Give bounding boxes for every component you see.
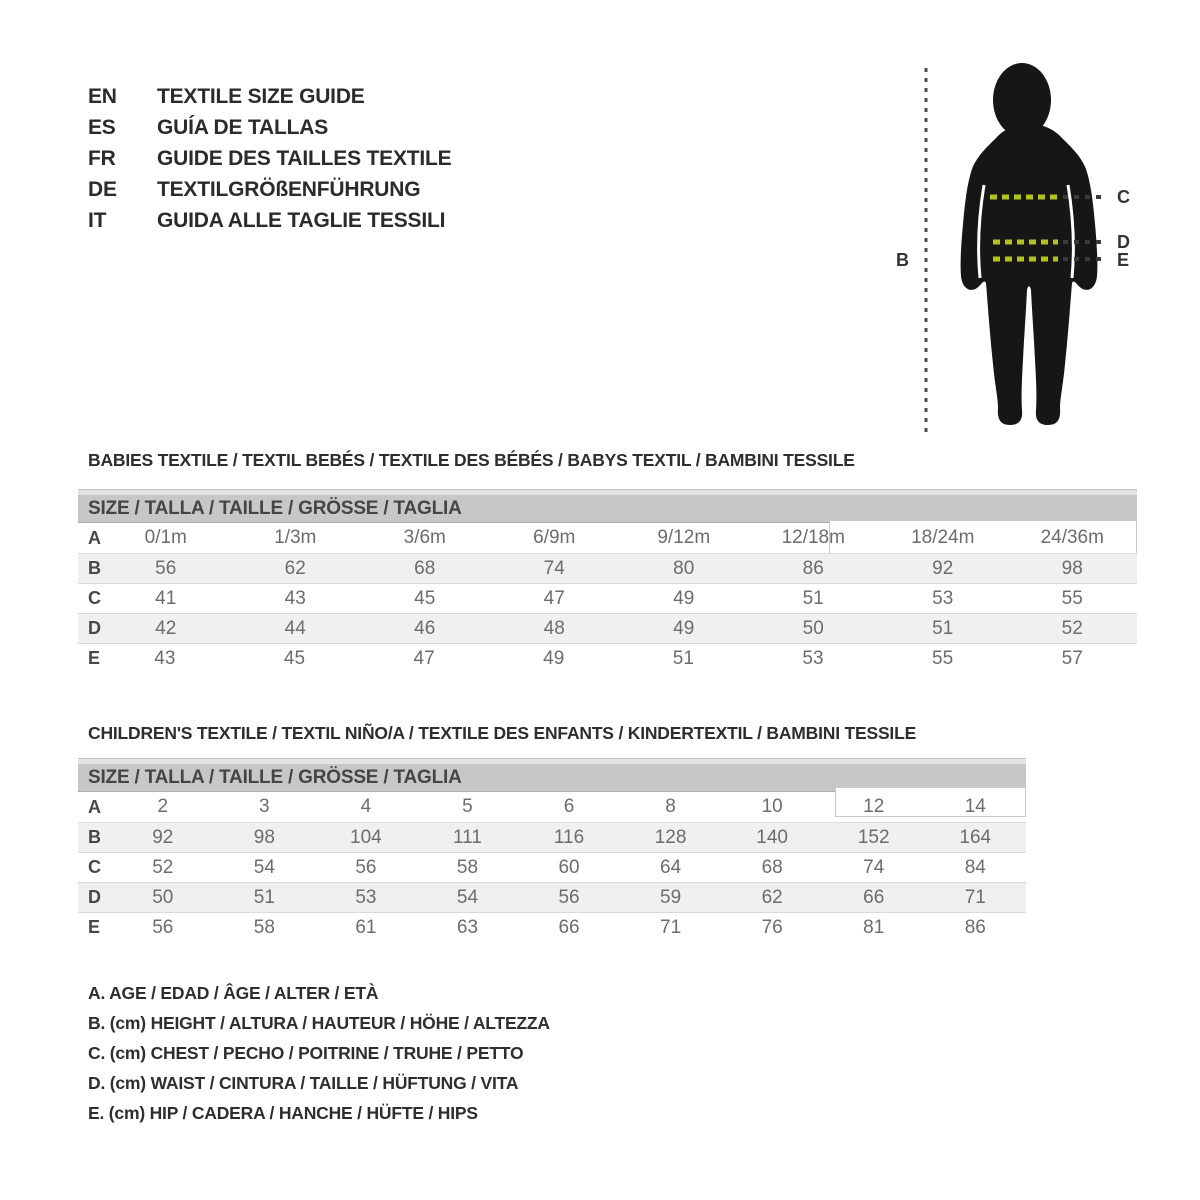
table-cell: 56 <box>558 886 580 908</box>
table-cell: 128 <box>654 826 687 848</box>
table-cell: 42 <box>155 617 177 639</box>
guide-title: GUIDA ALLE TAGLIE TESSILI <box>157 208 446 232</box>
table-cell: 64 <box>660 856 682 878</box>
legend-chest: C. (cm) CHEST / PECHO / POITRINE / TRUHE / PETTO <box>88 1043 524 1063</box>
table-cell: 45 <box>414 587 436 609</box>
row-label: A <box>88 796 101 817</box>
row-label: D <box>88 887 101 907</box>
guide-title: GUIDE DES TAILLES TEXTILE <box>157 146 452 170</box>
table-cell: 104 <box>350 826 382 848</box>
children-section-title: CHILDREN'S TEXTILE / TEXTIL NIÑO/A / TEXTILE DES ENFANTS / KINDERTEXTIL / BAMBINI TESSILE <box>88 723 917 743</box>
table-cell: 24/36m <box>1040 527 1104 548</box>
table-cell: 56 <box>355 856 377 878</box>
table-row-chest <box>78 852 1026 882</box>
table-cell: 152 <box>857 826 890 848</box>
table-cell: 116 <box>553 826 585 848</box>
table-cell: 92 <box>152 826 174 848</box>
table-cell: 74 <box>863 856 885 878</box>
table-cell: 68 <box>761 856 783 878</box>
table-cell: 55 <box>1061 587 1083 609</box>
table-cell: 56 <box>155 557 177 579</box>
children-size-table <box>78 758 1026 942</box>
table-cell: 54 <box>456 886 479 908</box>
table-cell: 62 <box>284 557 306 579</box>
table-cell: 45 <box>283 647 306 669</box>
table-cell: 66 <box>558 916 580 938</box>
row-label: B <box>88 558 101 578</box>
language-code: EN <box>88 84 117 108</box>
table-cell: 6 <box>563 796 575 817</box>
table-row-waist <box>78 613 1137 643</box>
language-code: IT <box>88 208 107 232</box>
table-cell: 81 <box>863 916 885 938</box>
table-row-hip <box>78 643 1137 673</box>
table-cell: 57 <box>1061 647 1083 669</box>
table-cell: 74 <box>543 557 565 579</box>
table-cell: 111 <box>453 826 482 848</box>
language-row-de <box>88 174 451 205</box>
language-code: DE <box>88 177 117 201</box>
table-cell: 54 <box>253 856 275 878</box>
table-cell: 8 <box>665 796 676 817</box>
table-cell: 58 <box>253 916 275 938</box>
table-cell: 92 <box>932 557 954 579</box>
table-row-age <box>78 792 1026 822</box>
table-cell: 10 <box>761 796 783 817</box>
legend-age: A. AGE / EDAD / ÂGE / ALTER / ETÀ <box>88 983 379 1003</box>
size-header: SIZE / TALLA / TAILLE / GRÖSSE / TAGLIA <box>78 764 1026 792</box>
table-cell: 48 <box>543 617 565 639</box>
table-cell: 62 <box>761 886 783 908</box>
table-row-age <box>78 523 1137 553</box>
table-cell: 86 <box>964 916 986 938</box>
table-cell: 50 <box>802 617 824 639</box>
hip-label: E <box>1117 250 1130 270</box>
height-label: B <box>896 250 909 270</box>
table-row-waist <box>78 882 1026 912</box>
table-cell: 1/3m <box>274 527 317 548</box>
table-cell: 18/24m <box>911 527 975 548</box>
table-cell: 12/18m <box>781 527 845 548</box>
table-cell: 5 <box>462 796 473 817</box>
row-label: B <box>88 827 101 847</box>
table-cell: 68 <box>414 557 436 579</box>
table-cell: 86 <box>802 557 824 579</box>
table-cell: 52 <box>1061 617 1083 639</box>
language-code: FR <box>88 146 116 170</box>
row-label: E <box>88 917 101 937</box>
table-row-height <box>78 553 1137 583</box>
babies-section-title: BABIES TEXTILE / TEXTIL BEBÉS / TEXTILE DES BÉBÉS / BABYS TEXTIL / BAMBINI TESSILE <box>88 450 855 470</box>
language-row-fr <box>88 143 451 174</box>
table-row-hip <box>78 912 1026 942</box>
table-cell: 47 <box>413 647 435 669</box>
table-cell: 12 <box>863 796 885 817</box>
row-label: A <box>88 527 101 548</box>
table-cell: 41 <box>155 587 177 609</box>
row-label: C <box>88 588 101 608</box>
table-cell: 49 <box>543 647 565 669</box>
table-cell: 6/9m <box>533 527 576 548</box>
table-cell: 43 <box>154 647 176 669</box>
table-cell: 43 <box>284 587 306 609</box>
table-cell: 140 <box>756 826 788 848</box>
child-silhouette-diagram <box>895 50 1145 440</box>
table-cell: 98 <box>1061 557 1083 579</box>
waist-label: D <box>1117 232 1130 252</box>
babies-size-table <box>78 489 1137 673</box>
table-cell: 76 <box>761 916 783 938</box>
table-cell: 53 <box>802 647 824 669</box>
table-cell: 14 <box>964 796 986 817</box>
legend-hip: E. (cm) HIP / CADERA / HANCHE / HÜFTE / HIPS <box>88 1103 478 1123</box>
table-cell: 84 <box>964 856 986 878</box>
table-cell: 60 <box>558 856 580 878</box>
table-cell: 51 <box>802 587 824 609</box>
table-cell: 51 <box>932 617 954 639</box>
table-cell: 71 <box>660 916 682 938</box>
table-cell: 51 <box>253 886 275 908</box>
measurement-figure <box>895 50 1145 440</box>
language-row-es <box>88 112 451 143</box>
guide-title: TEXTILE SIZE GUIDE <box>157 84 365 108</box>
chest-label: C <box>1117 187 1130 207</box>
table-cell: 55 <box>932 647 954 669</box>
table-cell: 2 <box>157 796 169 817</box>
table-cell: 58 <box>456 856 479 878</box>
table-cell: 61 <box>355 916 377 938</box>
table-cell: 3/6m <box>403 527 446 548</box>
language-row-en <box>88 81 451 112</box>
table-cell: 49 <box>673 587 695 609</box>
table-cell: 164 <box>959 826 992 848</box>
table-cell: 9/12m <box>657 527 711 548</box>
row-label: E <box>88 648 101 668</box>
language-row-it <box>88 205 451 236</box>
table-cell: 4 <box>360 796 372 817</box>
language-title-list <box>88 81 451 236</box>
table-cell: 71 <box>964 886 986 908</box>
table-cell: 63 <box>456 916 479 938</box>
table-cell: 66 <box>863 886 885 908</box>
table-cell: 47 <box>543 587 565 609</box>
row-label: D <box>88 618 101 638</box>
table-cell: 49 <box>673 617 695 639</box>
measurement-legend <box>88 978 550 1128</box>
table-cell: 52 <box>152 856 174 878</box>
table-cell: 98 <box>253 826 275 848</box>
table-cell: 51 <box>672 647 694 669</box>
table-cell: 3 <box>259 796 270 817</box>
table-cell: 0/1m <box>144 527 187 548</box>
guide-title: TEXTILGRÖßENFÜHRUNG <box>157 177 421 201</box>
table-row-height <box>78 822 1026 852</box>
table-cell: 56 <box>152 916 174 938</box>
table-cell: 59 <box>660 886 682 908</box>
table-cell: 80 <box>673 557 695 579</box>
guide-title: GUÍA DE TALLAS <box>157 115 329 139</box>
table-cell: 50 <box>152 886 174 908</box>
table-row-chest <box>78 583 1137 613</box>
row-label: C <box>88 857 101 877</box>
language-code: ES <box>88 115 116 139</box>
table-cell: 53 <box>355 886 377 908</box>
legend-height: B. (cm) HEIGHT / ALTURA / HAUTEUR / HÖHE / ALTEZZA <box>88 1013 550 1033</box>
table-cell: 44 <box>284 617 306 639</box>
legend-waist: D. (cm) WAIST / CINTURA / TAILLE / HÜFTUNG / VITA <box>88 1073 519 1093</box>
size-header: SIZE / TALLA / TAILLE / GRÖSSE / TAGLIA <box>78 495 1137 523</box>
table-cell: 46 <box>414 617 436 639</box>
table-cell: 53 <box>932 587 954 609</box>
